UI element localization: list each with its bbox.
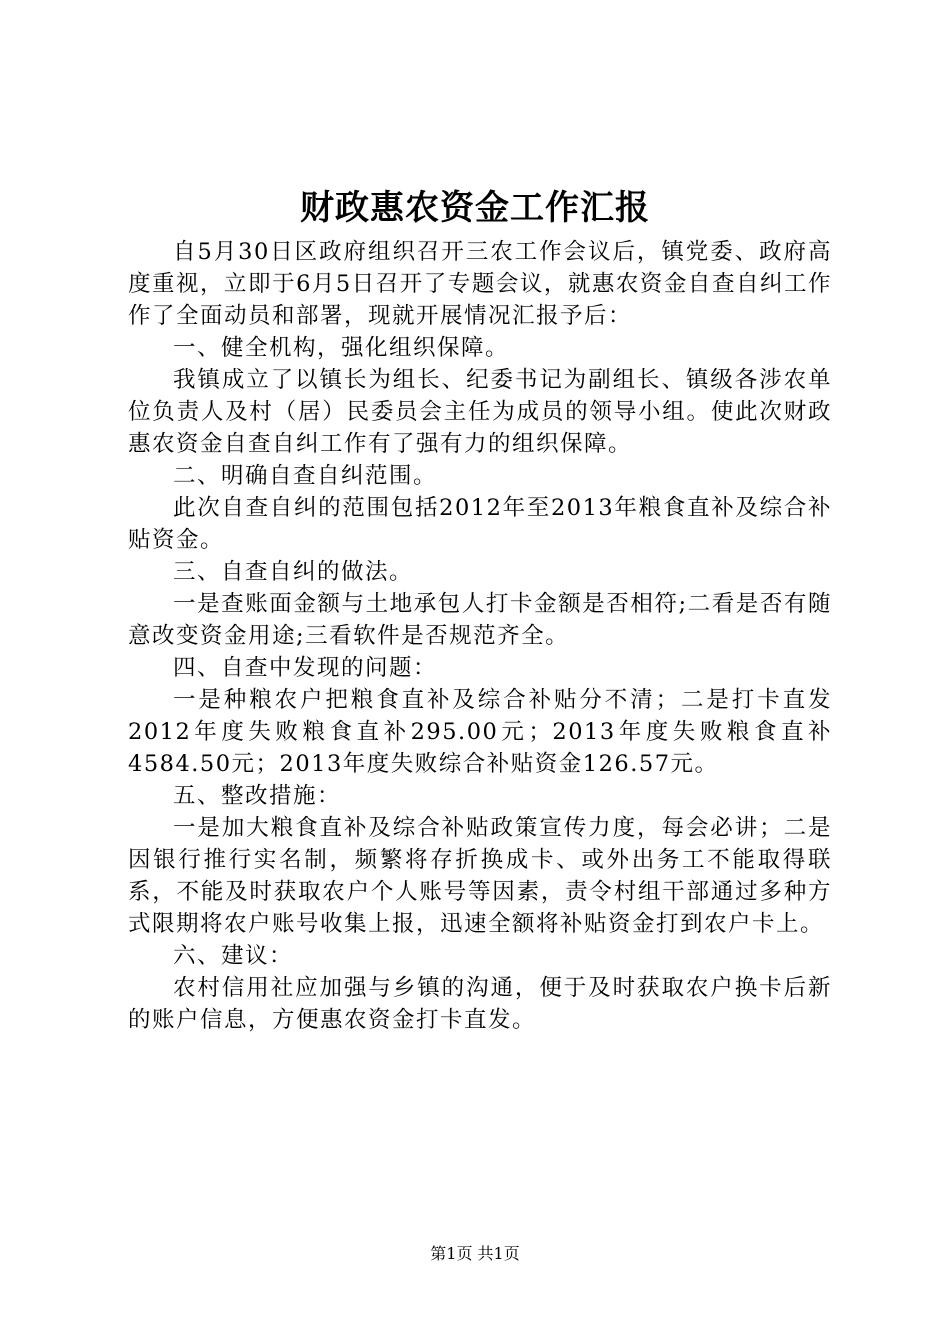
paragraph: 我镇成立了以镇长为组长、纪委书记为副组长、镇级各涉农单位负责人及村（居）民委员会主任为成员的领导小组。使此次财政惠农资金自查自纠工作有了强有力的组织保障。 xyxy=(128,367,832,457)
paragraph: 自5月30日区政府组织召开三农工作会议后，镇党委、政府高度重视，立即于6月5日召开了专题会议，就惠农资金自查自纠工作作了全面动员和部署，现就开展情况汇报予后： xyxy=(128,239,832,329)
paragraph: 一是查账面金额与土地承包人打卡金额是否相符;二看是否有随意改变资金用途;三看软件是否规范齐全。 xyxy=(128,591,832,649)
section-heading: 三、自查自纠的做法。 xyxy=(173,559,414,585)
paragraph: 一是种粮农户把粮食直补及综合补贴分不清；二是打卡直发2012年度失败粮食直补295.00元；2013年度失败粮食直补4584.50元；2013年度失败综合补贴资金126.57元。 xyxy=(128,687,832,777)
section-heading: 六、建议： xyxy=(173,943,294,969)
document-title: 财政惠农资金工作汇报 xyxy=(300,188,650,228)
section-heading: 一、健全机构，强化组织保障。 xyxy=(173,335,510,361)
section-heading: 二、明确自查自纠范围。 xyxy=(173,463,438,489)
page-footer: 第1页 共1页 xyxy=(430,1244,520,1263)
document-body xyxy=(128,236,832,1036)
paragraph: 一是加大粮食直补及综合补贴政策宣传力度，每会必讲；二是因银行推行实名制，频繁将存折换成卡、或外出务工不能取得联系，不能及时获取农户个人账号等因素，责令村组干部通过多种方式限期将农户账号收集上报，迅速全额将补贴资金打到农户卡上。 xyxy=(128,815,832,937)
section-heading: 五、整改措施： xyxy=(173,783,342,809)
paragraph: 农村信用社应加强与乡镇的沟通，便于及时获取农户换卡后新的账户信息，方便惠农资金打卡直发。 xyxy=(128,975,832,1033)
paragraph: 此次自查自纠的范围包括2012年至2013年粮食直补及综合补贴资金。 xyxy=(128,495,832,553)
section-heading: 四、自查中发现的问题： xyxy=(173,655,438,681)
